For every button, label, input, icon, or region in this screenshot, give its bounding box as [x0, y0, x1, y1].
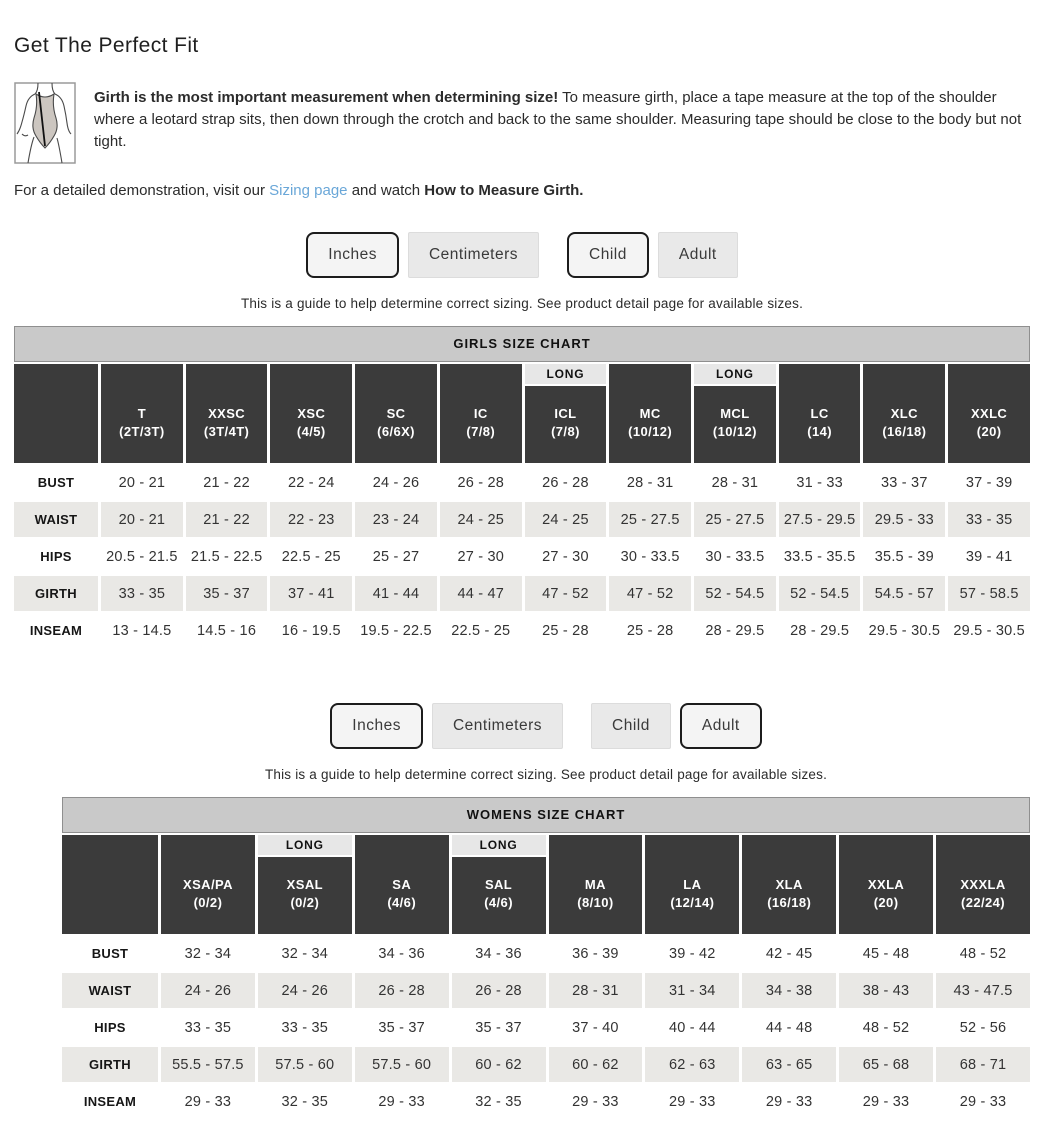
column-header-icl: LONG ICL (7/8) [525, 364, 607, 463]
long-label: LONG [452, 835, 546, 857]
size-value-cell: 34 - 38 [742, 973, 836, 1008]
size-value-cell: 57 - 58.5 [948, 576, 1030, 611]
size-value-cell: 29.5 - 33 [863, 502, 945, 537]
womens-inches-button[interactable]: Inches [330, 703, 423, 749]
size-value-cell: 22.5 - 25 [281, 548, 341, 565]
column-header-ic: IC (7/8) [440, 364, 522, 463]
size-value-cell: 48 - 52 [862, 1019, 910, 1036]
size-value-cell: 25 - 27 [372, 548, 420, 565]
size-value-cell: 57.5 - 60 [258, 1047, 352, 1082]
leotard-girth-icon [14, 82, 76, 164]
size-value-cell: 29 - 33 [765, 1093, 813, 1110]
size-value-cell: 22.5 - 25 [451, 622, 511, 639]
column-header-xxxla: XXXLA (22/24) [936, 835, 1030, 934]
size-value-cell: 21 - 22 [203, 474, 250, 491]
girls-adult-button[interactable]: Adult [658, 232, 738, 278]
size-value-cell: 28 - 29.5 [705, 622, 765, 639]
size-value-cell: 33 - 35 [948, 502, 1030, 537]
table-row-inseam [14, 613, 1030, 648]
size-value-cell: 29 - 33 [959, 1093, 1007, 1110]
size-value-cell: 29 - 33 [184, 1093, 232, 1110]
size-value-cell: 29 - 33 [378, 1093, 425, 1110]
row-label: HIPS [94, 1020, 126, 1035]
size-value-cell: 24 - 26 [372, 474, 420, 491]
column-header-sa: SA (4/6) [355, 835, 449, 934]
size-value-cell: 52 - 54.5 [694, 576, 776, 611]
womens-centimeters-button[interactable]: Centimeters [432, 703, 563, 749]
table-row-girth [14, 576, 1030, 611]
womens-size-table [59, 833, 1033, 1121]
page-title: Get The Perfect Fit [14, 34, 199, 57]
column-header-sal: LONG SAL (4/6) [452, 835, 546, 934]
size-value-cell: 44 - 47 [440, 576, 522, 611]
table-row-waist [14, 502, 1030, 537]
row-label: WAIST [62, 973, 158, 1008]
size-value-cell: 36 - 39 [572, 945, 619, 962]
size-value-cell: 60 - 62 [452, 1047, 546, 1082]
girls-size-section [14, 232, 1030, 650]
size-value-cell: 30 - 33.5 [705, 548, 765, 565]
column-header-xsc: XSC (4/5) [270, 364, 352, 463]
womens-chart-title: WOMENS SIZE CHART [62, 797, 1030, 833]
size-value-cell: 28 - 31 [711, 474, 759, 491]
long-label: LONG [258, 835, 352, 857]
size-value-cell: 27 - 30 [457, 548, 504, 565]
table-row-hips [62, 1010, 1030, 1045]
size-value-cell: 25 - 27.5 [609, 502, 691, 537]
row-label: INSEAM [83, 1094, 137, 1109]
table-row-hips [14, 539, 1030, 574]
girls-child-button[interactable]: Child [567, 232, 649, 278]
column-header-xxsc: XXSC (3T/4T) [186, 364, 268, 463]
size-value-cell: 20 - 21 [101, 502, 183, 537]
column-header-xxla: XXLA (20) [839, 835, 933, 934]
size-value-cell: 28 - 31 [549, 973, 643, 1008]
size-value-cell: 25 - 28 [542, 622, 589, 639]
size-value-cell: 39 - 41 [965, 548, 1013, 565]
size-value-cell: 27 - 30 [542, 548, 589, 565]
column-header-la: LA (12/14) [645, 835, 739, 934]
womens-adult-button[interactable]: Adult [680, 703, 762, 749]
size-value-cell: 20.5 - 21.5 [106, 548, 178, 565]
corner-cell [14, 364, 98, 463]
girls-centimeters-button[interactable]: Centimeters [408, 232, 539, 278]
table-row-bust [14, 465, 1030, 500]
size-value-cell: 35.5 - 39 [874, 548, 934, 565]
row-label: GIRTH [14, 576, 98, 611]
size-value-cell: 34 - 36 [475, 945, 522, 962]
column-header-xsal: LONG XSAL (0/2) [258, 835, 352, 934]
size-value-cell: 35 - 37 [186, 576, 268, 611]
size-value-cell: 30 - 33.5 [620, 548, 680, 565]
size-value-cell: 54.5 - 57 [863, 576, 945, 611]
size-value-cell: 29 - 33 [862, 1093, 910, 1110]
sizing-note: This is a guide to help determine correct sizing. See product detail page for available sizes. [264, 767, 828, 782]
sizing-page-link[interactable]: Sizing page [269, 182, 348, 199]
table-row-bust [62, 936, 1030, 971]
toggle-group [591, 703, 762, 749]
long-label: LONG [694, 364, 776, 386]
column-header-lc: LC (14) [779, 364, 861, 463]
size-value-cell: 21 - 22 [186, 502, 268, 537]
row-label: BUST [37, 475, 75, 490]
girth-intro [14, 82, 1030, 164]
size-value-cell: 24 - 26 [161, 973, 255, 1008]
size-value-cell: 25 - 27.5 [694, 502, 776, 537]
toggle-group [330, 703, 563, 749]
size-value-cell: 16 - 19.5 [281, 622, 341, 639]
sizing-note: This is a guide to help determine correct sizing. See product detail page for available sizes. [240, 296, 804, 311]
size-value-cell: 40 - 44 [669, 1019, 716, 1036]
size-value-cell: 47 - 52 [609, 576, 691, 611]
size-value-cell: 27.5 - 29.5 [779, 502, 861, 537]
size-value-cell: 26 - 28 [542, 474, 589, 491]
size-value-cell: 19.5 - 22.5 [360, 622, 432, 639]
row-label: GIRTH [62, 1047, 158, 1082]
size-value-cell: 60 - 62 [549, 1047, 643, 1082]
girth-intro-text: Girth is the most important measurement when determining size! To measure girth, place a tape measure at the top of the shoulder where a leotard strap sits, then down through the crotch and back to the same shoulder. Measuring tape should be close to the body but not tight. [94, 89, 1022, 150]
row-label: BUST [91, 946, 129, 961]
column-header-mc: MC (10/12) [609, 364, 691, 463]
size-value-cell: 34 - 36 [378, 945, 425, 962]
size-value-cell: 24 - 25 [525, 502, 607, 537]
column-header-xlc: XLC (16/18) [863, 364, 945, 463]
size-value-cell: 29.5 - 30.5 [868, 622, 941, 639]
column-header-sc: SC (6/6X) [355, 364, 437, 463]
size-value-cell: 14.5 - 16 [197, 622, 257, 639]
womens-child-button[interactable]: Child [591, 703, 671, 749]
size-value-cell: 41 - 44 [355, 576, 437, 611]
size-value-cell: 33.5 - 35.5 [783, 548, 856, 565]
column-header-xxlc: XXLC (20) [948, 364, 1030, 463]
size-value-cell: 38 - 43 [839, 973, 933, 1008]
size-value-cell: 32 - 34 [281, 945, 329, 962]
size-value-cell: 32 - 35 [281, 1093, 329, 1110]
size-value-cell: 48 - 52 [959, 945, 1007, 962]
toggle-group [306, 232, 539, 278]
size-value-cell: 65 - 68 [839, 1047, 933, 1082]
size-value-cell: 24 - 25 [440, 502, 522, 537]
size-value-cell: 32 - 35 [475, 1093, 522, 1110]
size-value-cell: 28 - 31 [626, 474, 674, 491]
size-value-cell: 29.5 - 30.5 [953, 622, 1025, 639]
size-value-cell: 37 - 41 [270, 576, 352, 611]
size-value-cell: 35 - 37 [378, 1019, 425, 1036]
size-value-cell: 33 - 35 [281, 1019, 329, 1036]
size-value-cell: 62 - 63 [645, 1047, 739, 1082]
table-row-inseam [62, 1084, 1030, 1119]
girls-chart-title: GIRLS SIZE CHART [14, 326, 1030, 362]
size-value-cell: 22 - 23 [270, 502, 352, 537]
demo-line: For a detailed demonstration, visit our Sizing page and watch How to Measure Girth. [14, 182, 584, 199]
size-value-cell: 55.5 - 57.5 [161, 1047, 255, 1082]
size-value-cell: 47 - 52 [525, 576, 607, 611]
size-value-cell: 26 - 28 [452, 973, 546, 1008]
girls-inches-button[interactable]: Inches [306, 232, 399, 278]
column-header-ma: MA (8/10) [549, 835, 643, 934]
size-value-cell: 35 - 37 [475, 1019, 522, 1036]
size-value-cell: 20 - 21 [118, 474, 166, 491]
table-row-waist [62, 973, 1030, 1008]
size-value-cell: 52 - 56 [959, 1019, 1007, 1036]
column-header-xla: XLA (16/18) [742, 835, 836, 934]
size-value-cell: 33 - 35 [101, 576, 183, 611]
corner-cell [62, 835, 158, 934]
size-value-cell: 24 - 26 [258, 973, 352, 1008]
size-value-cell: 29 - 33 [669, 1093, 716, 1110]
size-value-cell: 33 - 35 [184, 1019, 232, 1036]
toggle-group [567, 232, 738, 278]
size-value-cell: 68 - 71 [936, 1047, 1030, 1082]
size-value-cell: 57.5 - 60 [355, 1047, 449, 1082]
row-label: WAIST [14, 502, 98, 537]
size-value-cell: 63 - 65 [742, 1047, 836, 1082]
size-value-cell: 37 - 39 [965, 474, 1013, 491]
size-value-cell: 39 - 42 [669, 945, 716, 962]
girls-size-table [11, 362, 1033, 650]
size-value-cell: 45 - 48 [862, 945, 910, 962]
size-value-cell: 22 - 24 [288, 474, 335, 491]
size-value-cell: 29 - 33 [572, 1093, 619, 1110]
size-value-cell: 31 - 34 [645, 973, 739, 1008]
row-label: HIPS [40, 549, 72, 564]
size-value-cell: 52 - 54.5 [779, 576, 861, 611]
size-value-cell: 32 - 34 [184, 945, 232, 962]
size-value-cell: 37 - 40 [572, 1019, 619, 1036]
size-value-cell: 28 - 29.5 [790, 622, 850, 639]
size-value-cell: 25 - 28 [626, 622, 674, 639]
womens-toggle-row [62, 703, 1030, 749]
row-label: INSEAM [29, 623, 83, 638]
column-header-mcl: LONG MCL (10/12) [694, 364, 776, 463]
column-header-xsa-pa: XSA/PA (0/2) [161, 835, 255, 934]
size-value-cell: 23 - 24 [355, 502, 437, 537]
column-header-t: T (2T/3T) [101, 364, 183, 463]
table-row-girth [62, 1047, 1030, 1082]
womens-size-section [62, 703, 1030, 1121]
size-value-cell: 42 - 45 [765, 945, 813, 962]
size-value-cell: 13 - 14.5 [112, 622, 172, 639]
size-value-cell: 31 - 33 [796, 474, 843, 491]
size-value-cell: 44 - 48 [765, 1019, 813, 1036]
girls-toggle-row [14, 232, 1030, 278]
size-value-cell: 26 - 28 [355, 973, 449, 1008]
long-label: LONG [525, 364, 607, 386]
size-value-cell: 33 - 37 [881, 474, 928, 491]
size-value-cell: 26 - 28 [457, 474, 504, 491]
size-value-cell: 43 - 47.5 [936, 973, 1030, 1008]
size-value-cell: 21.5 - 22.5 [190, 548, 263, 565]
